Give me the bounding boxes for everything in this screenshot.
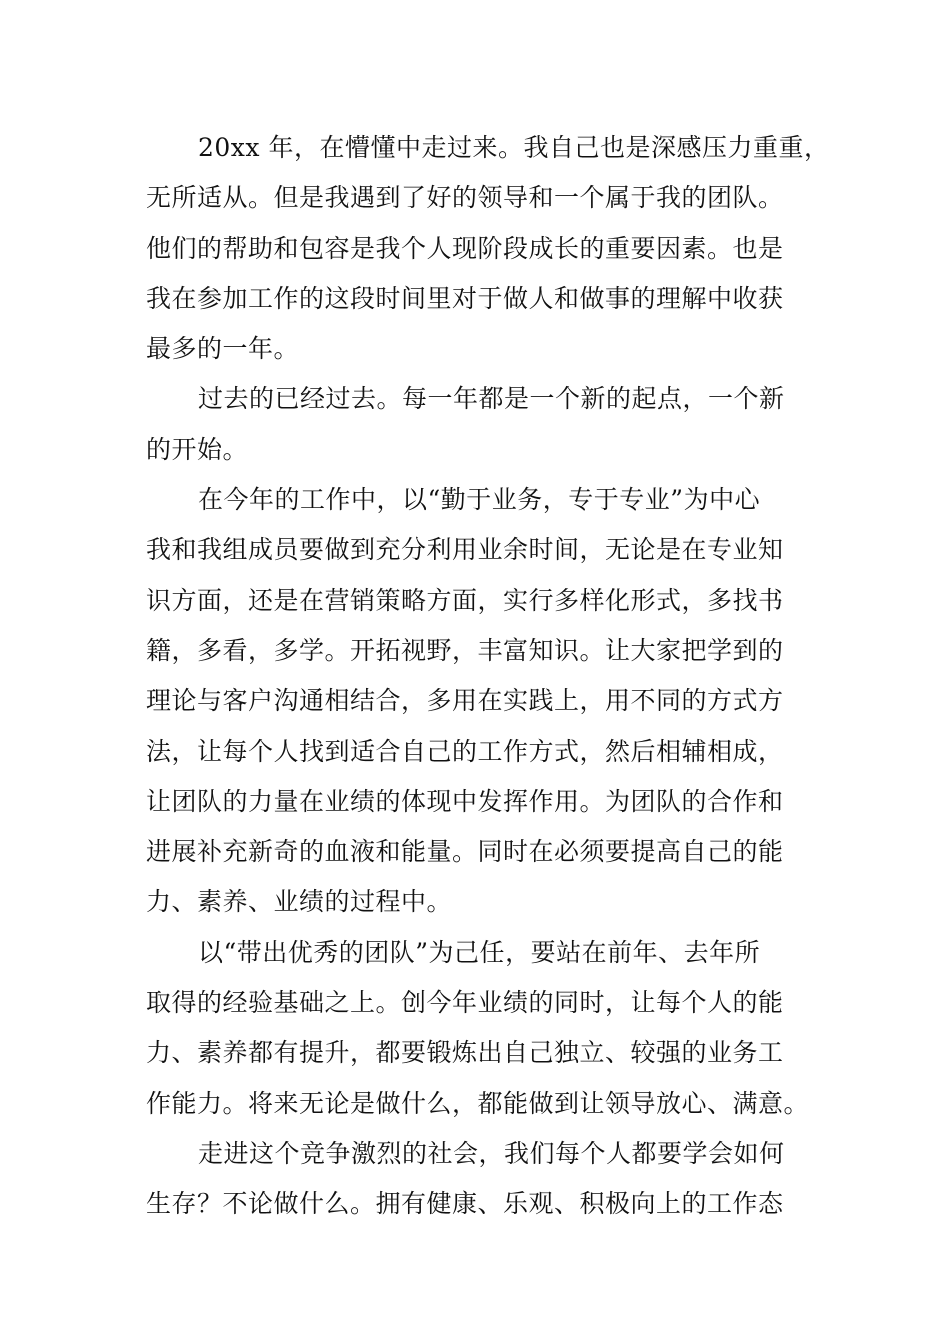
paragraph-line: 识方面，还是在营销策略方面，实行多样化形式，多找书 xyxy=(146,585,784,615)
paragraph-line: 生存？不论做什么。拥有健康、乐观、积极向上的工作态 xyxy=(146,1189,784,1219)
paragraph-4 xyxy=(146,928,808,1129)
paragraph-2 xyxy=(146,374,808,475)
paragraph-line: 作能力。将来无论是做什么，都能做到让领导放心、满意。 xyxy=(146,1088,810,1118)
paragraph-line: 的开始。 xyxy=(146,434,249,464)
paragraph-line: 以“带出优秀的团队”为己任，要站在前年、去年所 xyxy=(198,937,761,967)
paragraph-line: 20xx 年，在懵懂中走过来。我自己也是深感压力重重， xyxy=(198,133,830,162)
paragraph-line: 法，让每个人找到适合自己的工作方式，然后相辅相成， xyxy=(146,736,784,766)
paragraph-line: 力、素养、业绩的过程中。 xyxy=(146,887,453,917)
paragraph-line: 在今年的工作中，以“勤于业务，专于专业”为中心 xyxy=(198,485,761,515)
paragraph-line: 让团队的力量在业绩的体现中发挥作用。为团队的合作和 xyxy=(146,786,784,816)
paragraph-3 xyxy=(146,475,808,928)
paragraph-line: 进展补充新奇的血液和能量。同时在必须要提高自己的能 xyxy=(146,837,784,867)
paragraph-1 xyxy=(146,123,830,374)
paragraph-line: 走进这个竞争激烈的社会，我们每个人都要学会如何 xyxy=(198,1138,785,1168)
paragraph-line: 我和我组成员要做到充分利用业余时间，无论是在专业知 xyxy=(146,535,784,565)
document-body xyxy=(146,123,830,1230)
paragraph-line: 最多的一年。 xyxy=(146,334,300,364)
paragraph-line: 我在参加工作的这段时间里对于做人和做事的理解中收获 xyxy=(146,283,784,313)
paragraph-line: 取得的经验基础之上。创今年业绩的同时，让每个人的能 xyxy=(146,988,784,1018)
paragraph-5 xyxy=(146,1129,808,1230)
paragraph-line: 过去的已经过去。每一年都是一个新的起点，一个新 xyxy=(198,384,785,414)
paragraph-line: 无所适从。但是我遇到了好的领导和一个属于我的团队。 xyxy=(146,183,784,213)
paragraph-line: 他们的帮助和包容是我个人现阶段成长的重要因素。也是 xyxy=(146,233,784,263)
paragraph-line: 理论与客户沟通相结合，多用在实践上，用不同的方式方 xyxy=(146,686,784,716)
paragraph-line: 籍，多看，多学。开拓视野，丰富知识。让大家把学到的 xyxy=(146,635,784,665)
paragraph-line: 力、素养都有提升，都要锻炼出自己独立、较强的业务工 xyxy=(146,1038,784,1068)
